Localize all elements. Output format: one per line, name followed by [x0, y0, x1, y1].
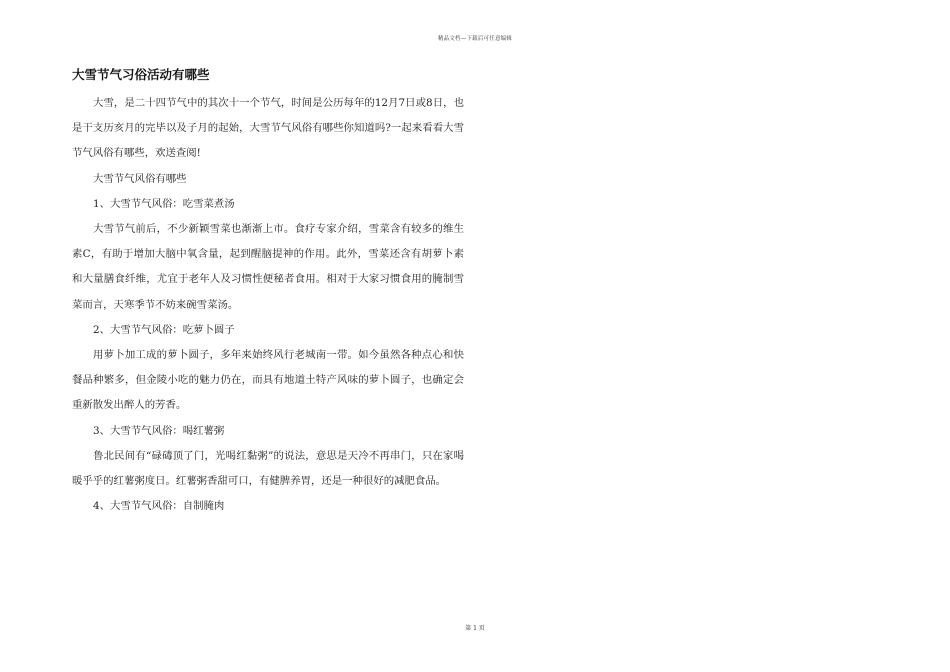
- page-header: 精品文档—下载后可任意编辑: [437, 36, 513, 42]
- document-body: [72, 66, 464, 519]
- item-heading-4: 4、大雪节气风俗：自制腌肉: [93, 500, 225, 513]
- document-title: 大雪节气习俗活动有哪些: [72, 67, 210, 82]
- section-heading: 大雪节气风俗有哪些: [93, 172, 187, 185]
- paragraph-intro: 大雪，是二十四节气中的其次十一个节气，时间是公历每年的12月7日或8日，也是干支历亥月的完毕以及子月的起始，大雪节气风俗有哪些你知道吗?一起来看看大雪节气风俗有哪些，欢送查阅!: [72, 97, 464, 160]
- paragraph-1: 大雪节气前后，不少新颖雪菜也渐渐上市。食疗专家介绍，雪菜含有较多的维生素C，有助于增加大脑中氧含量，起到醒脑提神的作用。此外，雪菜还含有胡萝卜素和大量膳食纤维，尤宜于老年人及习惯性便秘者食用。相对于大家习惯食用的腌制雪菜而言，天寒季节不妨来碗雪菜汤。: [72, 223, 464, 311]
- item-heading-2: 2、大雪节气风俗：吃萝卜圆子: [93, 323, 235, 336]
- item-heading-3: 3、大雪节气风俗：喝红薯粥: [93, 424, 225, 437]
- paragraph-3: 鲁北民间有“碌碡顶了门，光喝红黏粥”的说法，意思是天冷不再串门，只在家喝暖乎乎的红薯粥度日。红薯粥香甜可口，有健脾养胃，还是一种很好的减肥食品。: [72, 449, 464, 488]
- item-heading-1: 1、大雪节气风俗：吃雪菜煮汤: [93, 197, 235, 210]
- paragraph-2: 用萝卜加工成的萝卜圆子，多年来始终风行老城南一带。如今虽然各种点心和快餐品种繁多，但金陵小吃的魅力仍在，而具有地道土特产风味的萝卜圆子，也确定会重新散发出醉人的芳香。: [72, 349, 464, 412]
- page-number: 第 1 页: [465, 625, 485, 632]
